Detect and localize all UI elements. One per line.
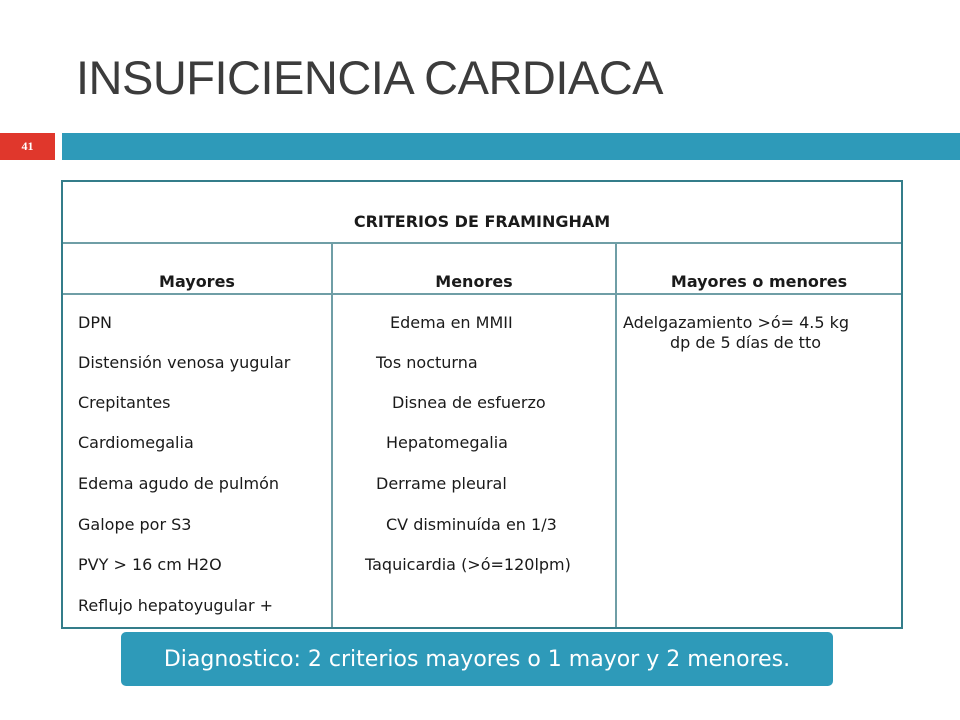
slide-title: INSUFICIENCIA CARDIACA (76, 51, 664, 104)
column-header-menores: Menores (435, 272, 513, 291)
mayores-o-menores-line1: Adelgazamiento >ó= 4.5 kg (623, 313, 850, 332)
title-accent-bar (62, 133, 960, 160)
table-divider-horizontal (63, 242, 901, 244)
column-header-mayores-o-menores: Mayores o menores (670, 272, 848, 291)
mayores-o-menores-line2: dp de 5 días de tto (670, 333, 821, 352)
mayores-o-menores-item (623, 313, 893, 353)
menores-item: Derrame pleural (376, 474, 507, 493)
diagnosis-footer: Diagnostico: 2 criterios mayores o 1 mayor y 2 menores. (121, 632, 833, 686)
menores-item: CV disminuída en 1/3 (386, 515, 557, 534)
menores-item: Hepatomegalia (386, 433, 508, 452)
menores-item: Disnea de esfuerzo (392, 393, 546, 412)
mayores-item: Crepitantes (78, 393, 171, 412)
mayores-item: PVY > 16 cm H2O (78, 555, 222, 574)
menores-item: Tos nocturna (376, 353, 478, 372)
framingham-table (61, 180, 903, 629)
column-header-mayores: Mayores (159, 272, 235, 291)
mayores-item: Galope por S3 (78, 515, 192, 534)
table-divider-vertical (331, 242, 333, 627)
menores-item: Edema en MMII (390, 313, 513, 332)
slide-number-badge: 41 (0, 133, 55, 160)
mayores-item: Cardiomegalia (78, 433, 194, 452)
mayores-item: Edema agudo de pulmón (78, 474, 280, 493)
table-title: CRITERIOS DE FRAMINGHAM (353, 212, 611, 231)
table-divider-horizontal (63, 293, 901, 295)
mayores-item: DPN (78, 313, 112, 332)
mayores-item: Reflujo hepatoyugular + (78, 596, 274, 615)
mayores-item: Distensión venosa yugular (78, 353, 291, 372)
menores-item: Taquicardia (>ó=120lpm) (365, 555, 571, 574)
table-divider-vertical (615, 242, 617, 627)
